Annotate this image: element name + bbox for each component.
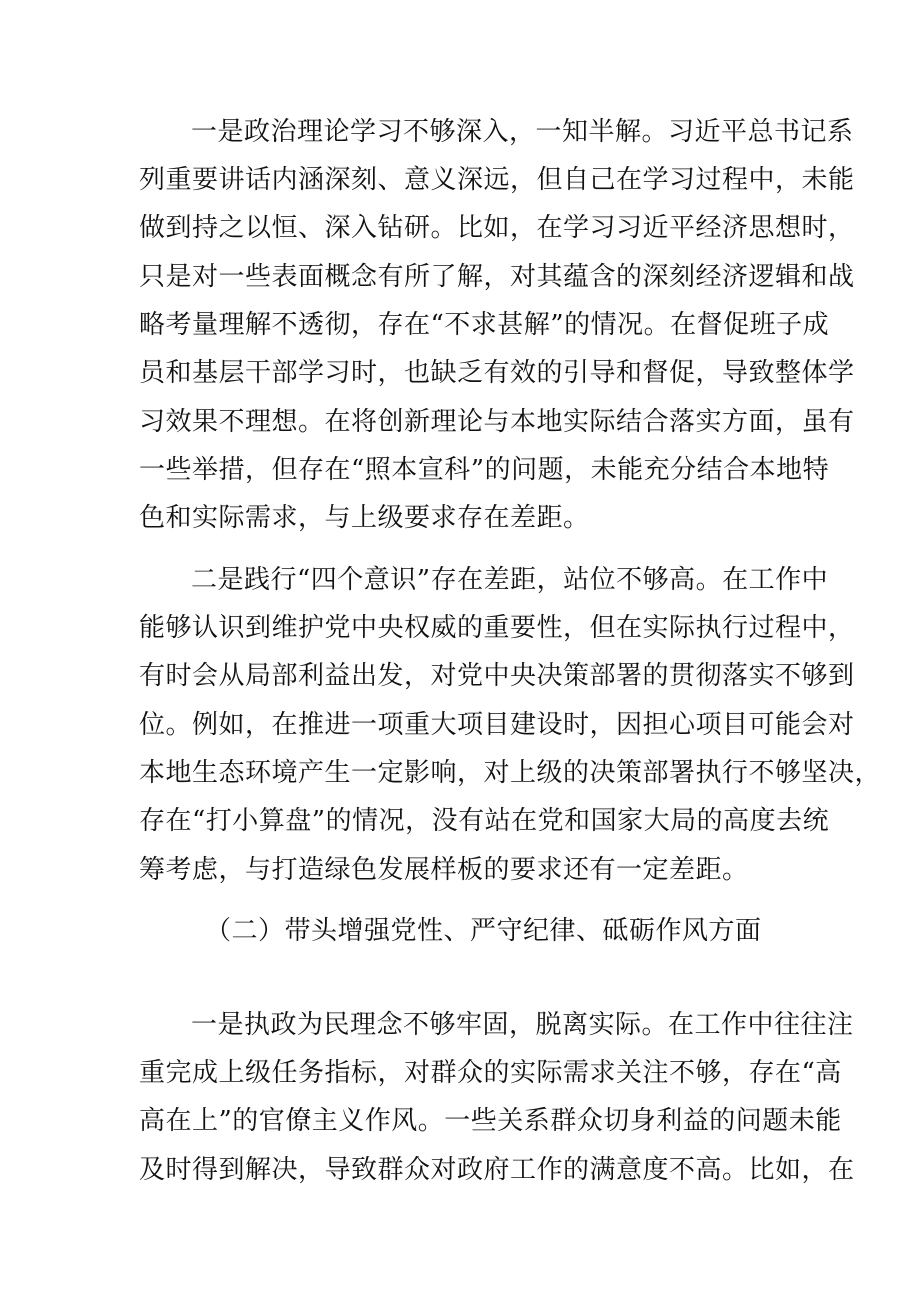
text-line: 一是执政为民理念不够牢固，脱离实际。在工作中往往注 xyxy=(191,1010,854,1040)
text-line: 列重要讲话内涵深刻、意义深远，但自己在学习过程中，未能 xyxy=(139,165,855,195)
text-line: 重完成上级任务指标，对群众的实际需求关注不够，存在“高 xyxy=(139,1058,842,1088)
text-line: 一些举措，但存在“照本宣科”的问题，未能充分结合本地特 xyxy=(139,455,830,485)
text-line: 只是对一些表面概念有所了解，对其蕴含的深刻经济逻辑和战 xyxy=(139,262,855,292)
text-line: 习效果不理想。在将创新理论与本地实际结合落实方面，虽有 xyxy=(139,407,855,437)
text-line: 色和实际需求，与上级要求存在差距。 xyxy=(139,503,590,533)
text-line: 有时会从局部利益出发，对党中央决策部署的贯彻落实不够到 xyxy=(139,661,855,691)
text-line: 二是践行“四个意识”存在差距，站位不够高。在工作中 xyxy=(191,565,829,595)
text-line: 能够认识到维护党中央权威的重要性，但在实际执行过程中， xyxy=(139,613,855,643)
text-line: 一是政治理论学习不够深入，一知半解。习近平总书记系 xyxy=(191,117,854,147)
text-line: 存在“打小算盘”的情况，没有站在党和国家大局的高度去统 xyxy=(139,806,830,836)
text-line: 高在上”的官僚主义作风。一些关系群众切身利益的问题未能 xyxy=(139,1106,842,1136)
text-line: 员和基层干部学习时，也缺乏有效的引导和督促，导致整体学 xyxy=(139,358,855,388)
text-line: 做到持之以恒、深入钻研。比如，在学习习近平经济思想时， xyxy=(139,213,855,243)
heading-text: （二）带头增强党性、严守纪律、砥砺作风方面 xyxy=(205,916,762,946)
text-line: 及时得到解决，导致群众对政府工作的满意度不高。比如，在 xyxy=(139,1155,855,1185)
text-line: 本地生态环境产生一定影响，对上级的决策部署执行不够坚决， xyxy=(139,758,882,788)
text-line: 筹考虑，与打造绿色发展样板的要求还有一定差距。 xyxy=(139,855,749,885)
text-line: 略考量理解不透彻，存在“不求甚解”的情况。在督促班子成 xyxy=(139,310,830,340)
text-line: 位。例如，在推进一项重大项目建设时，因担心项目可能会对 xyxy=(139,710,855,740)
